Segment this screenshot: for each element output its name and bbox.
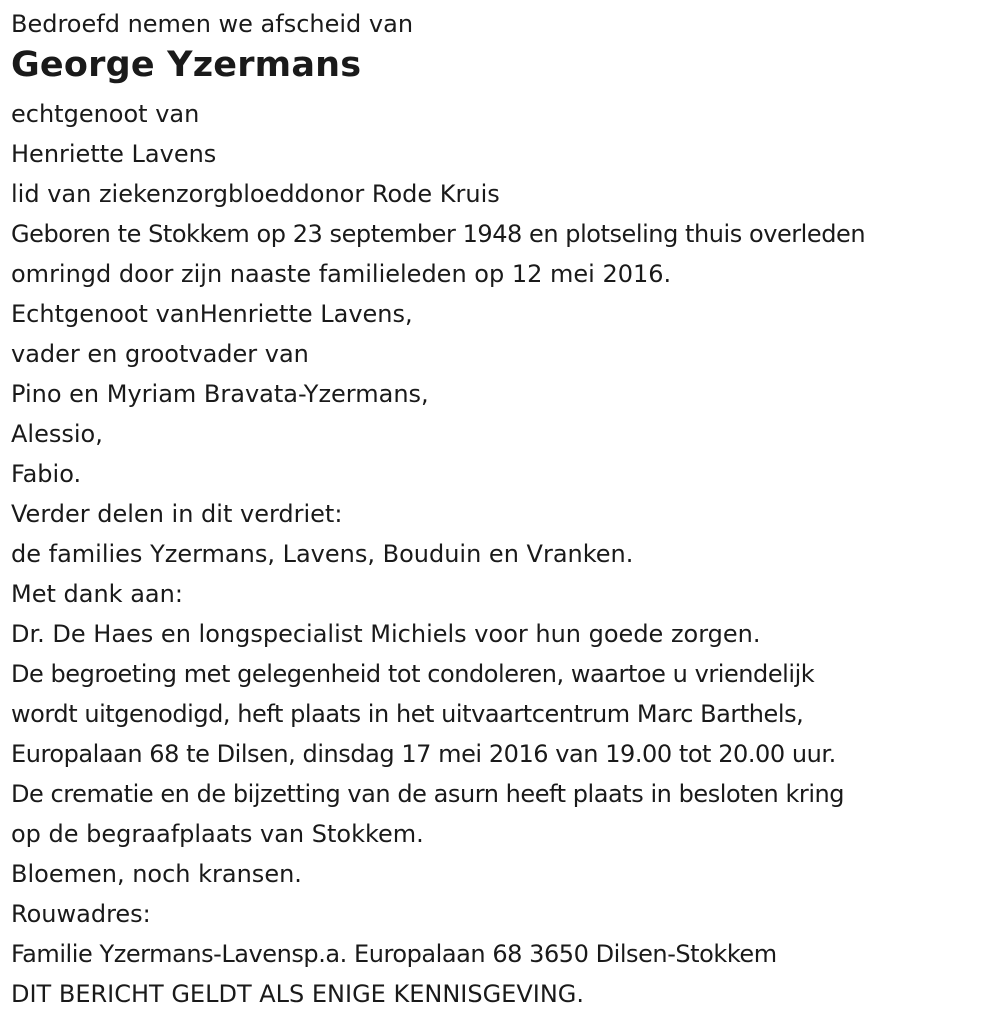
family-intro-line: vader en grootvader van (11, 340, 309, 368)
deceased-name: George Yzermans (11, 45, 362, 85)
family-member-line: Fabio. (11, 460, 82, 488)
condolence-line: De begroeting met gelegenheid tot condoleren, waartoe u vriendelijk (11, 660, 815, 688)
family-member-line: Alessio, (11, 420, 103, 448)
birth-death-line: Geboren te Stokkem op 23 september 1948 en plotseling thuis overleden (11, 220, 866, 248)
address-label-line: Rouwadres: (11, 900, 151, 928)
condolence-line: wordt uitgenodigd, heft plaats in het uitvaartcentrum Marc Barthels, (11, 700, 804, 728)
thanks-intro-line: Met dank aan: (11, 580, 183, 608)
condolence-line: Europalaan 68 te Dilsen, dinsdag 17 mei 2016 van 19.00 tot 20.00 uur. (11, 740, 836, 768)
cremation-line: De crematie en de bijzetting van de asurn heeft plaats in besloten kring (11, 780, 845, 808)
flowers-line: Bloemen, noch kransen. (11, 860, 302, 888)
death-notice (11, 6, 996, 1014)
family-member-line: Pino en Myriam Bravata-Yzermans, (11, 380, 429, 408)
address-line: Familie Yzermans-Lavensp.a. Europalaan 68 3650 Dilsen-Stokkem (11, 940, 777, 968)
mourners-families-line: de families Yzermans, Lavens, Bouduin en Vranken. (11, 540, 634, 568)
death-date-line: omringd door zijn naaste familieleden op 12 mei 2016. (11, 260, 672, 288)
intro-line: Bedroefd nemen we afscheid van (11, 10, 414, 38)
thanks-line: Dr. De Haes en longspecialist Michiels voor hun goede zorgen. (11, 620, 761, 648)
closing-line: DIT BERICHT GELDT ALS ENIGE KENNISGEVING. (11, 980, 585, 1008)
mourners-intro-line: Verder delen in dit verdriet: (11, 500, 343, 528)
spouse-name-line: Henriette Lavens (11, 140, 217, 168)
cremation-line: op de begraafplaats van Stokkem. (11, 820, 424, 848)
membership-line: lid van ziekenzorgbloeddonor Rode Kruis (11, 180, 500, 208)
spouse-label-line: echtgenoot van (11, 100, 200, 128)
spouse-repeat-line: Echtgenoot vanHenriette Lavens, (11, 300, 413, 328)
